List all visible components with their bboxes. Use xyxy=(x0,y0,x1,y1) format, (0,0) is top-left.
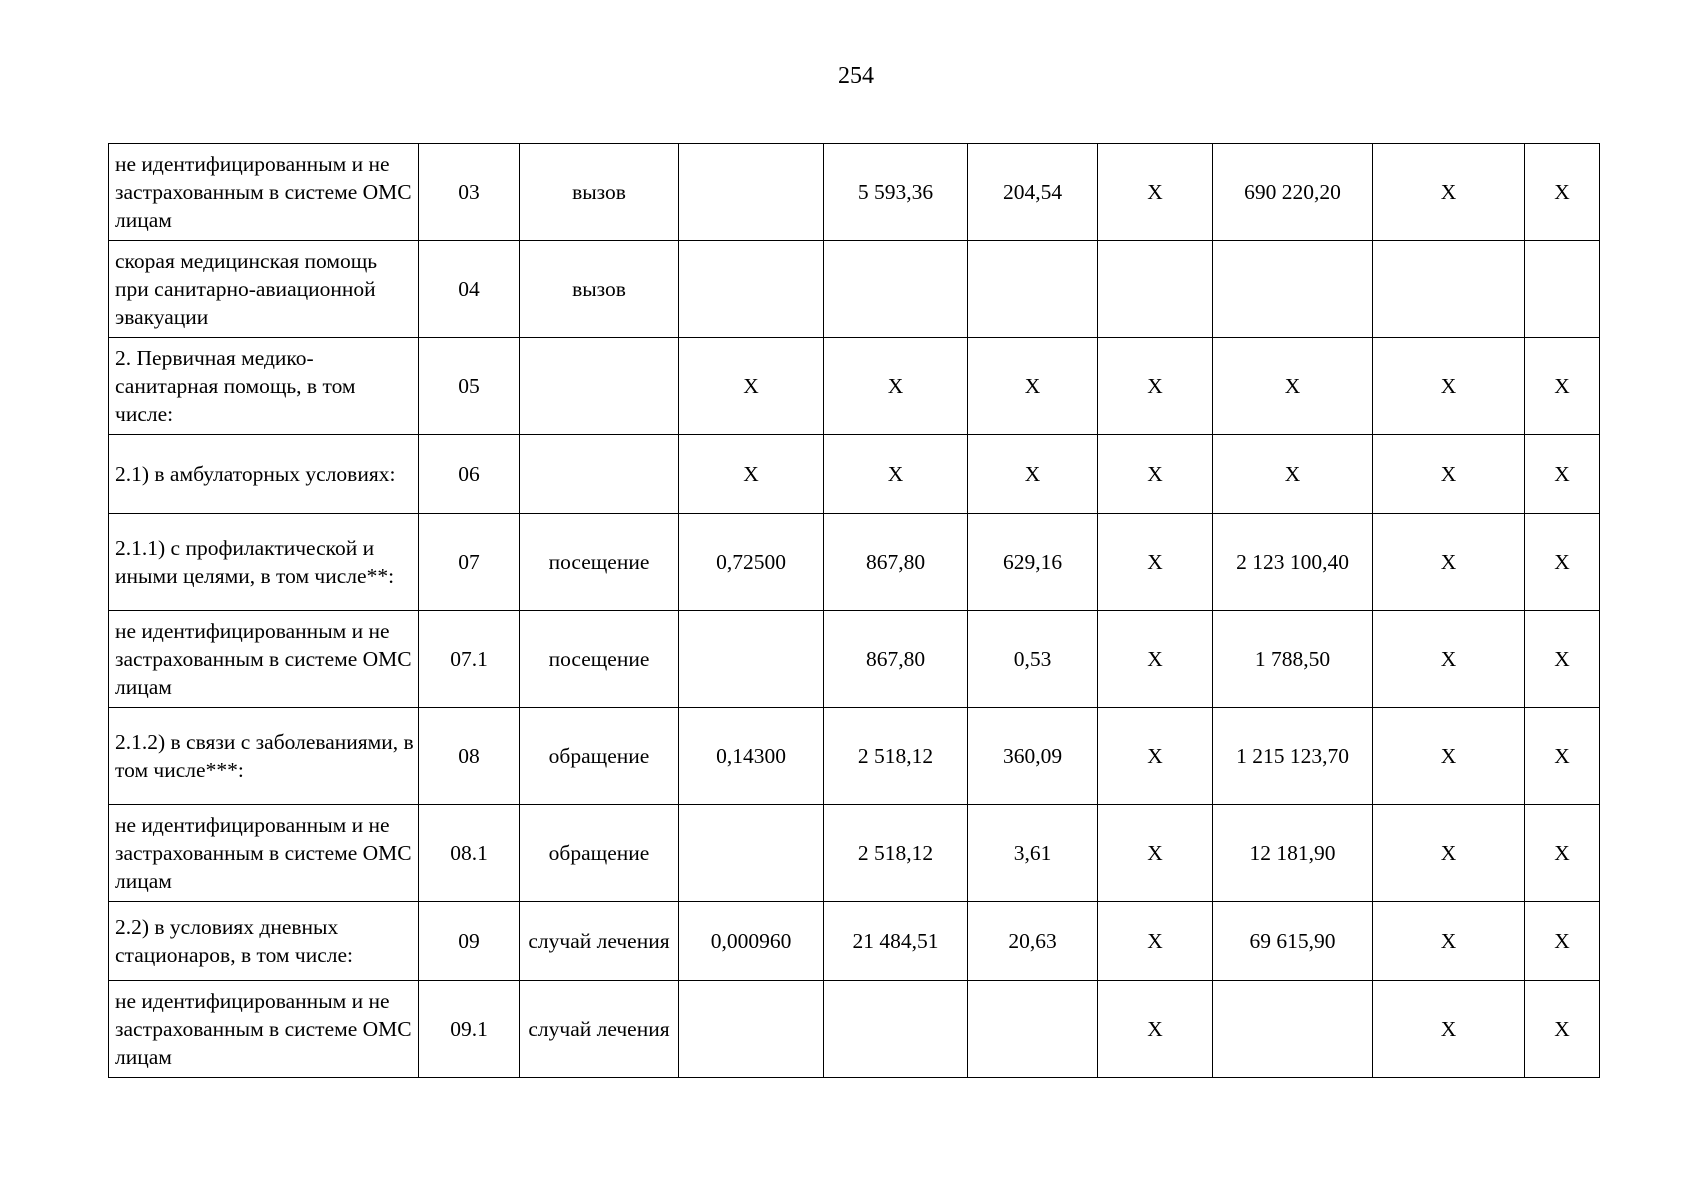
row-code: 08 xyxy=(419,708,520,805)
cell-c9: X xyxy=(1373,338,1525,435)
row-unit: посещение xyxy=(520,514,679,611)
cell-c8: X xyxy=(1213,435,1373,514)
cell-c5 xyxy=(824,241,968,338)
cell-c10: X xyxy=(1525,144,1600,241)
row-unit: посещение xyxy=(520,611,679,708)
cell-c5: 21 484,51 xyxy=(824,902,968,981)
cell-c7: X xyxy=(1098,708,1213,805)
cell-c6 xyxy=(968,241,1098,338)
cell-c4 xyxy=(679,805,824,902)
cell-c9: X xyxy=(1373,902,1525,981)
cell-c8 xyxy=(1213,981,1373,1078)
cell-c4: 0,72500 xyxy=(679,514,824,611)
cell-c4 xyxy=(679,611,824,708)
cell-c7: X xyxy=(1098,338,1213,435)
row-unit: обращение xyxy=(520,805,679,902)
cell-c9: X xyxy=(1373,611,1525,708)
cell-c9: X xyxy=(1373,708,1525,805)
table-row xyxy=(109,708,1600,805)
row-name: 2.1) в амбулаторных условиях: xyxy=(109,435,419,514)
cell-c6: X xyxy=(968,435,1098,514)
cell-c9: X xyxy=(1373,981,1525,1078)
cell-c5: 2 518,12 xyxy=(824,708,968,805)
table-row xyxy=(109,805,1600,902)
row-code: 09 xyxy=(419,902,520,981)
row-unit: случай лечения xyxy=(520,902,679,981)
table-row xyxy=(109,241,1600,338)
row-name: 2.1.2) в связи с заболеваниями, в том числе***: xyxy=(109,708,419,805)
row-name: скорая медицинская помощь при санитарно-авиационной эвакуации xyxy=(109,241,419,338)
cell-c4 xyxy=(679,981,824,1078)
cell-c5: X xyxy=(824,338,968,435)
row-unit xyxy=(520,435,679,514)
cell-c10: X xyxy=(1525,338,1600,435)
cell-c8: 1 215 123,70 xyxy=(1213,708,1373,805)
cell-c4 xyxy=(679,144,824,241)
cell-c8: 2 123 100,40 xyxy=(1213,514,1373,611)
row-unit: вызов xyxy=(520,241,679,338)
cell-c4: X xyxy=(679,435,824,514)
row-name: 2.2) в условиях дневных стационаров, в том числе: xyxy=(109,902,419,981)
row-code: 03 xyxy=(419,144,520,241)
cell-c5: X xyxy=(824,435,968,514)
cell-c7: X xyxy=(1098,981,1213,1078)
cell-c6: X xyxy=(968,338,1098,435)
cell-c9: X xyxy=(1373,805,1525,902)
row-name: не идентифицированным и не застрахованным в системе ОМС лицам xyxy=(109,981,419,1078)
cell-c8: 1 788,50 xyxy=(1213,611,1373,708)
row-code: 07.1 xyxy=(419,611,520,708)
cell-c6: 360,09 xyxy=(968,708,1098,805)
row-unit: случай лечения xyxy=(520,981,679,1078)
cell-c6: 629,16 xyxy=(968,514,1098,611)
cell-c5: 867,80 xyxy=(824,514,968,611)
page-number: 254 xyxy=(838,63,874,89)
cell-c5: 2 518,12 xyxy=(824,805,968,902)
row-name: не идентифицированным и не застрахованным в системе ОМС лицам xyxy=(109,144,419,241)
cell-c7: X xyxy=(1098,144,1213,241)
row-code: 09.1 xyxy=(419,981,520,1078)
row-code: 07 xyxy=(419,514,520,611)
cell-c5: 867,80 xyxy=(824,611,968,708)
table-row xyxy=(109,144,1600,241)
financing-table xyxy=(108,143,1600,1078)
row-code: 05 xyxy=(419,338,520,435)
cell-c4: 0,000960 xyxy=(679,902,824,981)
table-row xyxy=(109,611,1600,708)
table-row xyxy=(109,435,1600,514)
cell-c10: X xyxy=(1525,902,1600,981)
cell-c6 xyxy=(968,981,1098,1078)
row-unit: вызов xyxy=(520,144,679,241)
row-name: не идентифицированным и не застрахованным в системе ОМС лицам xyxy=(109,611,419,708)
cell-c8: 690 220,20 xyxy=(1213,144,1373,241)
cell-c7: X xyxy=(1098,805,1213,902)
cell-c9: X xyxy=(1373,514,1525,611)
row-unit: обращение xyxy=(520,708,679,805)
cell-c9 xyxy=(1373,241,1525,338)
cell-c7: X xyxy=(1098,611,1213,708)
cell-c10: X xyxy=(1525,805,1600,902)
row-name: не идентифицированным и не застрахованным в системе ОМС лицам xyxy=(109,805,419,902)
row-unit xyxy=(520,338,679,435)
cell-c9: X xyxy=(1373,435,1525,514)
cell-c10: X xyxy=(1525,514,1600,611)
cell-c8 xyxy=(1213,241,1373,338)
cell-c7: X xyxy=(1098,902,1213,981)
cell-c7 xyxy=(1098,241,1213,338)
cell-c7: X xyxy=(1098,435,1213,514)
cell-c6: 3,61 xyxy=(968,805,1098,902)
cell-c10 xyxy=(1525,241,1600,338)
cell-c9: X xyxy=(1373,144,1525,241)
cell-c10: X xyxy=(1525,708,1600,805)
cell-c8: 12 181,90 xyxy=(1213,805,1373,902)
cell-c6: 0,53 xyxy=(968,611,1098,708)
cell-c8: 69 615,90 xyxy=(1213,902,1373,981)
table-row xyxy=(109,902,1600,981)
table-row xyxy=(109,981,1600,1078)
cell-c10: X xyxy=(1525,611,1600,708)
cell-c6: 204,54 xyxy=(968,144,1098,241)
cell-c4: 0,14300 xyxy=(679,708,824,805)
table-body xyxy=(109,144,1600,1078)
cell-c5: 5 593,36 xyxy=(824,144,968,241)
cell-c4: X xyxy=(679,338,824,435)
row-code: 04 xyxy=(419,241,520,338)
cell-c6: 20,63 xyxy=(968,902,1098,981)
cell-c10: X xyxy=(1525,981,1600,1078)
cell-c7: X xyxy=(1098,514,1213,611)
cell-c8: X xyxy=(1213,338,1373,435)
row-code: 08.1 xyxy=(419,805,520,902)
cell-c5 xyxy=(824,981,968,1078)
table-row xyxy=(109,514,1600,611)
cell-c4 xyxy=(679,241,824,338)
row-name: 2.1.1) с профилактической и иными целями, в том числе**: xyxy=(109,514,419,611)
cell-c10: X xyxy=(1525,435,1600,514)
row-code: 06 xyxy=(419,435,520,514)
row-name: 2. Первичная медико-санитарная помощь, в том числе: xyxy=(109,338,419,435)
table-row xyxy=(109,338,1600,435)
